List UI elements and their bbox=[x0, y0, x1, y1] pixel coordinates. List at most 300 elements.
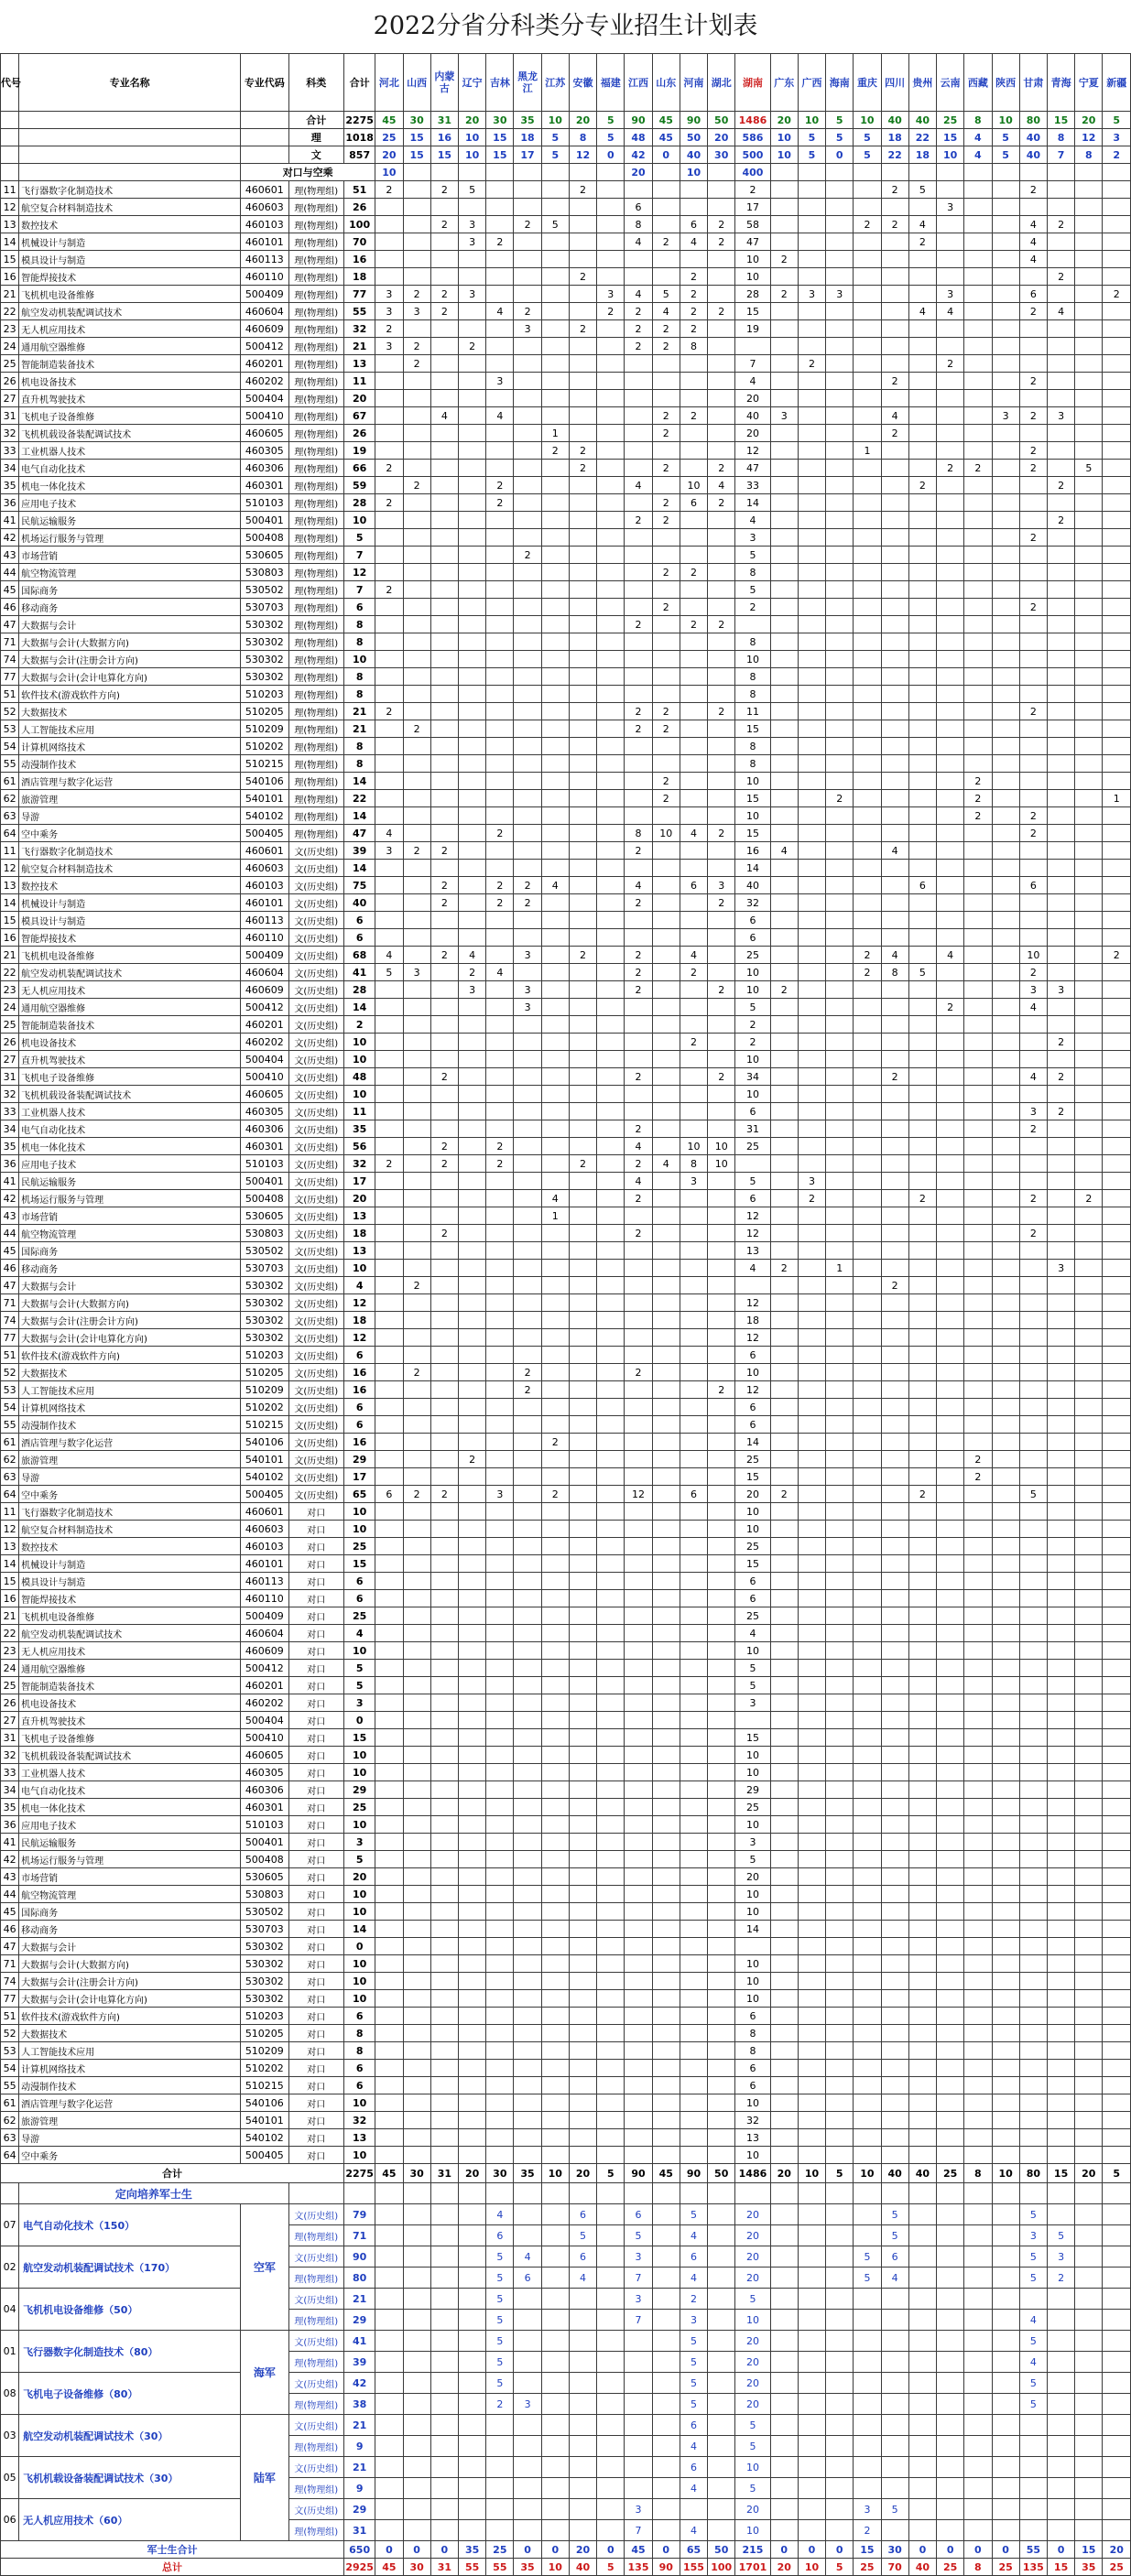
province-value: 4 bbox=[375, 825, 403, 842]
province-value bbox=[908, 1729, 936, 1747]
province-value bbox=[1047, 1120, 1074, 1138]
province-value bbox=[1075, 1781, 1103, 1799]
province-value bbox=[458, 2042, 485, 2060]
province-value bbox=[992, 390, 1019, 407]
major-name: 导游 bbox=[19, 807, 241, 825]
province-value bbox=[735, 1938, 770, 1955]
province-value bbox=[770, 1694, 798, 1712]
province-value bbox=[541, 1312, 569, 1329]
province-value bbox=[569, 894, 596, 912]
province-value bbox=[625, 581, 652, 599]
province-value bbox=[458, 1207, 485, 1225]
province-value bbox=[992, 1155, 1019, 1173]
subject-cell: 文(历史组) bbox=[288, 2499, 343, 2520]
province-value bbox=[854, 1503, 881, 1521]
province-value bbox=[541, 703, 569, 720]
province-value bbox=[937, 1086, 964, 1103]
province-value bbox=[680, 1381, 707, 1399]
province-value bbox=[1075, 1138, 1103, 1155]
province-value bbox=[680, 1973, 707, 1990]
province-value bbox=[652, 216, 680, 233]
table-row bbox=[1, 894, 1131, 912]
province-value bbox=[881, 1712, 908, 1729]
major-code: 510209 bbox=[241, 720, 288, 738]
province-value bbox=[854, 1242, 881, 1260]
province-value bbox=[964, 2246, 992, 2268]
province-value bbox=[430, 2025, 458, 2042]
province-value bbox=[908, 1886, 936, 1903]
province-value bbox=[625, 1555, 652, 1573]
province-value bbox=[1075, 1816, 1103, 1834]
province-value bbox=[569, 2499, 596, 2520]
province-value bbox=[770, 2183, 798, 2204]
province-value bbox=[652, 2331, 680, 2352]
province-value bbox=[826, 1973, 854, 1990]
major-code: 530605 bbox=[241, 1207, 288, 1225]
province-value bbox=[1047, 442, 1074, 460]
subject-cell: 文(历史组) bbox=[288, 964, 343, 981]
province-value bbox=[964, 1573, 992, 1590]
province-value bbox=[514, 1677, 541, 1694]
province-value bbox=[1047, 2478, 1074, 2499]
province-value bbox=[798, 2478, 825, 2499]
province-value bbox=[881, 199, 908, 216]
province-value bbox=[881, 912, 908, 929]
province-value: 3 bbox=[854, 2499, 881, 2520]
province-value bbox=[375, 2331, 403, 2352]
subject-cell: 文(历史组) bbox=[288, 1207, 343, 1225]
province-value bbox=[375, 894, 403, 912]
province-value bbox=[770, 633, 798, 651]
province-value bbox=[458, 355, 485, 373]
province-value bbox=[597, 964, 625, 981]
province-value bbox=[625, 1329, 652, 1347]
province-value bbox=[798, 651, 825, 668]
province-value bbox=[1103, 564, 1131, 581]
province-value bbox=[826, 2289, 854, 2310]
province-value bbox=[1103, 773, 1131, 790]
province-value bbox=[908, 1294, 936, 1312]
province-value bbox=[680, 2183, 707, 2204]
province-value bbox=[1019, 425, 1047, 442]
province-value: 5 bbox=[854, 2268, 881, 2289]
province-value bbox=[597, 1329, 625, 1347]
province-value bbox=[569, 2147, 596, 2164]
table-row bbox=[1, 2077, 1131, 2094]
province-value: 13 bbox=[735, 1242, 770, 1260]
province-value: 3 bbox=[1047, 407, 1074, 425]
province-value bbox=[514, 286, 541, 303]
province-value bbox=[708, 1555, 735, 1573]
province-value bbox=[625, 1538, 652, 1555]
province-value bbox=[1019, 512, 1047, 529]
province-value bbox=[514, 755, 541, 773]
province-value bbox=[430, 1990, 458, 2008]
province-value bbox=[458, 738, 485, 755]
province-value bbox=[908, 2042, 936, 2060]
province-value: 2 bbox=[625, 964, 652, 981]
province-value: 400 bbox=[735, 164, 770, 181]
code-cell: 12 bbox=[1, 199, 19, 216]
table-row bbox=[1, 1451, 1131, 1468]
subject-cell: 理(物理组) bbox=[288, 425, 343, 442]
province-value bbox=[881, 1886, 908, 1903]
province-value bbox=[992, 2499, 1019, 2520]
province-value: 4 bbox=[908, 303, 936, 320]
province-value bbox=[486, 1312, 514, 1329]
province-value bbox=[597, 564, 625, 581]
province-value bbox=[1103, 2352, 1131, 2373]
province-value bbox=[992, 1138, 1019, 1155]
major-code: 460603 bbox=[241, 860, 288, 877]
province-value bbox=[458, 2225, 485, 2246]
province-value bbox=[375, 1173, 403, 1190]
province-value: 10 bbox=[375, 164, 403, 181]
province-value bbox=[964, 1016, 992, 1034]
province-value bbox=[514, 1034, 541, 1051]
province-value bbox=[881, 2060, 908, 2077]
province-value: 31 bbox=[430, 112, 458, 129]
province-value bbox=[652, 1016, 680, 1034]
code-cell: 16 bbox=[1, 1590, 19, 1607]
province-value: 12 bbox=[735, 1329, 770, 1347]
province-value: 8 bbox=[625, 216, 652, 233]
province-value bbox=[854, 633, 881, 651]
province-value bbox=[964, 755, 992, 773]
province-value bbox=[770, 1851, 798, 1868]
table-row bbox=[1, 199, 1131, 216]
major-code: 460306 bbox=[241, 460, 288, 477]
province-value bbox=[541, 1625, 569, 1642]
province-value: 5 bbox=[826, 2559, 854, 2576]
province-value bbox=[569, 1955, 596, 1973]
province-value: 2 bbox=[798, 355, 825, 373]
row-total: 68 bbox=[344, 947, 375, 964]
subject-cell: 理(物理组) bbox=[288, 581, 343, 599]
province-value bbox=[1047, 1747, 1074, 1764]
major-name: 飞机机载设备装配调试技术 bbox=[19, 1086, 241, 1103]
province-value: 10 bbox=[735, 2147, 770, 2164]
province-value: 12 bbox=[569, 146, 596, 164]
province-value: 2 bbox=[680, 320, 707, 338]
province-value: 10 bbox=[735, 981, 770, 999]
province-value bbox=[708, 2289, 735, 2310]
province-value bbox=[964, 1642, 992, 1660]
province-value bbox=[458, 2268, 485, 2289]
province-value bbox=[1075, 825, 1103, 842]
province-value bbox=[597, 1347, 625, 1364]
province-value bbox=[798, 686, 825, 703]
province-value bbox=[708, 1277, 735, 1294]
province-value bbox=[625, 2025, 652, 2042]
province-value bbox=[1047, 1642, 1074, 1660]
province-value bbox=[458, 1364, 485, 1381]
province-value bbox=[1075, 1068, 1103, 1086]
province-value bbox=[375, 1764, 403, 1781]
province-value: 2 bbox=[680, 268, 707, 286]
province-value bbox=[430, 1607, 458, 1625]
code-cell: 52 bbox=[1, 2025, 19, 2042]
subject-cell: 理(物理组) bbox=[288, 251, 343, 268]
province-value bbox=[798, 2246, 825, 2268]
province-value bbox=[569, 825, 596, 842]
province-value bbox=[458, 2147, 485, 2164]
province-value bbox=[652, 529, 680, 547]
province-value bbox=[458, 2183, 485, 2204]
province-value bbox=[798, 1207, 825, 1225]
province-value bbox=[375, 2042, 403, 2060]
province-value: 31 bbox=[735, 1120, 770, 1138]
province-value bbox=[1075, 651, 1103, 668]
code-cell: 16 bbox=[1, 929, 19, 947]
province-value bbox=[597, 390, 625, 407]
code-cell: 05 bbox=[1, 2457, 19, 2499]
province-value bbox=[770, 1642, 798, 1660]
province-value bbox=[798, 2331, 825, 2352]
summary-label: 对口与空乘 bbox=[241, 164, 375, 181]
province-value bbox=[798, 999, 825, 1016]
major-code: 530302 bbox=[241, 1294, 288, 1312]
province-value bbox=[908, 894, 936, 912]
province-value bbox=[1103, 1538, 1131, 1555]
major-name: 飞机电子设备维修 bbox=[19, 1068, 241, 1086]
province-value bbox=[881, 2129, 908, 2147]
province-value bbox=[908, 773, 936, 790]
major-code: 540101 bbox=[241, 790, 288, 807]
province-value bbox=[798, 2008, 825, 2025]
province-value bbox=[854, 720, 881, 738]
province-value bbox=[430, 1347, 458, 1364]
code-cell bbox=[1, 2183, 19, 2204]
province-value bbox=[375, 807, 403, 825]
province-value bbox=[854, 320, 881, 338]
province-value bbox=[375, 860, 403, 877]
code-cell: 14 bbox=[1, 1555, 19, 1573]
code-cell: 32 bbox=[1, 1086, 19, 1103]
province-value bbox=[1019, 894, 1047, 912]
province-value bbox=[854, 1764, 881, 1781]
province-value bbox=[992, 1364, 1019, 1381]
province-value bbox=[708, 1921, 735, 1938]
province-value bbox=[430, 1764, 458, 1781]
province-value bbox=[1075, 355, 1103, 373]
province-value bbox=[826, 1381, 854, 1399]
province-value bbox=[1075, 233, 1103, 251]
province-value bbox=[1103, 633, 1131, 651]
province-value bbox=[597, 2147, 625, 2164]
province-value: 2 bbox=[708, 981, 735, 999]
province-value: 4 bbox=[430, 407, 458, 425]
province-value: 20 bbox=[569, 2164, 596, 2183]
province-value bbox=[937, 1747, 964, 1764]
province-value: 1 bbox=[826, 1260, 854, 1277]
table-row bbox=[1, 512, 1131, 529]
province-value bbox=[1019, 651, 1047, 668]
province-value bbox=[680, 1677, 707, 1694]
province-value: 2 bbox=[486, 233, 514, 251]
province-value bbox=[937, 2310, 964, 2331]
province-value: 10 bbox=[770, 129, 798, 146]
province-value bbox=[1103, 1294, 1131, 1312]
province-value bbox=[854, 233, 881, 251]
province-value bbox=[430, 581, 458, 599]
province-value bbox=[854, 825, 881, 842]
province-value bbox=[430, 1086, 458, 1103]
province-value: 5 bbox=[735, 2415, 770, 2436]
province-value: 3 bbox=[486, 373, 514, 390]
major-code: 510215 bbox=[241, 755, 288, 773]
province-value bbox=[514, 1173, 541, 1190]
subject-cell: 对口 bbox=[288, 2077, 343, 2094]
province-value bbox=[881, 668, 908, 686]
province-value bbox=[541, 2183, 569, 2204]
province-value bbox=[770, 773, 798, 790]
province-value bbox=[1075, 199, 1103, 216]
province-value: 2 bbox=[430, 1486, 458, 1503]
province-value bbox=[680, 1799, 707, 1816]
province-value bbox=[375, 2112, 403, 2129]
province-value bbox=[403, 1381, 430, 1399]
province-value: 2 bbox=[569, 320, 596, 338]
province-value bbox=[708, 773, 735, 790]
province-value bbox=[854, 1068, 881, 1086]
province-value bbox=[597, 1190, 625, 1207]
province-value bbox=[1103, 1329, 1131, 1347]
header-province: 重庆 bbox=[854, 54, 881, 112]
province-value bbox=[652, 2008, 680, 2025]
province-value bbox=[541, 755, 569, 773]
province-value bbox=[770, 720, 798, 738]
province-value bbox=[652, 1747, 680, 1764]
province-value bbox=[430, 2246, 458, 2268]
province-value bbox=[770, 668, 798, 686]
province-value bbox=[881, 1799, 908, 1816]
province-value bbox=[992, 1416, 1019, 1434]
province-value bbox=[652, 2415, 680, 2436]
province-value bbox=[708, 738, 735, 755]
province-value bbox=[770, 1277, 798, 1294]
province-value bbox=[1019, 1468, 1047, 1486]
province-value bbox=[597, 1747, 625, 1764]
province-value bbox=[375, 599, 403, 616]
province-value bbox=[937, 842, 964, 860]
province-value bbox=[541, 1590, 569, 1607]
table-body bbox=[1, 112, 1131, 2576]
province-value: 2 bbox=[486, 477, 514, 494]
province-value bbox=[798, 1694, 825, 1712]
province-value bbox=[770, 1607, 798, 1625]
code-cell: 21 bbox=[1, 286, 19, 303]
province-value bbox=[541, 2415, 569, 2436]
subject-cell: 文(历史组) bbox=[288, 1416, 343, 1434]
province-value bbox=[430, 1694, 458, 1712]
header-row bbox=[1, 54, 1131, 112]
province-value bbox=[770, 1381, 798, 1399]
province-value bbox=[541, 355, 569, 373]
province-value bbox=[854, 2112, 881, 2129]
province-value bbox=[680, 2025, 707, 2042]
province-value bbox=[541, 2060, 569, 2077]
province-value bbox=[798, 1799, 825, 1816]
province-value bbox=[826, 929, 854, 947]
province-value bbox=[1019, 494, 1047, 512]
major-name: 应用电子技术 bbox=[19, 494, 241, 512]
row-total: 6 bbox=[344, 2008, 375, 2025]
province-value bbox=[992, 755, 1019, 773]
code-cell: 46 bbox=[1, 1260, 19, 1277]
province-value bbox=[770, 355, 798, 373]
province-value bbox=[1103, 1851, 1131, 1868]
province-value: 20 bbox=[735, 2352, 770, 2373]
province-value: 4 bbox=[625, 1138, 652, 1155]
province-value bbox=[992, 1277, 1019, 1294]
province-value bbox=[770, 2478, 798, 2499]
province-value bbox=[430, 720, 458, 738]
province-value bbox=[458, 2112, 485, 2129]
province-value bbox=[514, 1590, 541, 1607]
province-value bbox=[992, 1329, 1019, 1347]
major-code: 540101 bbox=[241, 1451, 288, 1468]
province-value bbox=[541, 2394, 569, 2415]
province-value bbox=[1075, 1973, 1103, 1990]
province-value bbox=[1103, 2310, 1131, 2331]
table-row bbox=[1, 964, 1131, 981]
row-total: 5 bbox=[344, 1660, 375, 1677]
province-value bbox=[992, 581, 1019, 599]
province-value bbox=[937, 2060, 964, 2077]
province-value bbox=[1019, 1607, 1047, 1625]
table-row bbox=[1, 1851, 1131, 1868]
province-value bbox=[992, 1973, 1019, 1990]
province-value bbox=[854, 2025, 881, 2042]
province-value bbox=[541, 929, 569, 947]
table-row bbox=[1, 1590, 1131, 1607]
table-row bbox=[1, 1503, 1131, 1521]
province-value bbox=[597, 2094, 625, 2112]
province-value: 6 bbox=[908, 877, 936, 894]
province-value: 2 bbox=[597, 303, 625, 320]
province-value bbox=[964, 1381, 992, 1399]
province-value: 3 bbox=[1047, 981, 1074, 999]
code-cell: 31 bbox=[1, 1068, 19, 1086]
major-name: 大数据技术 bbox=[19, 703, 241, 720]
province-value bbox=[514, 2060, 541, 2077]
province-value bbox=[854, 355, 881, 373]
province-value bbox=[826, 894, 854, 912]
province-value bbox=[1047, 164, 1074, 181]
province-value bbox=[1047, 1242, 1074, 1260]
province-value bbox=[992, 1486, 1019, 1503]
province-value: 3 bbox=[625, 2246, 652, 2268]
major-name: 空中乘务 bbox=[19, 825, 241, 842]
province-value bbox=[770, 947, 798, 964]
province-value: 4 bbox=[625, 1173, 652, 1190]
province-value bbox=[798, 1486, 825, 1503]
province-value: 10 bbox=[854, 112, 881, 129]
province-value bbox=[486, 581, 514, 599]
province-value bbox=[992, 999, 1019, 1016]
province-value bbox=[1047, 1955, 1074, 1973]
province-value bbox=[708, 1834, 735, 1851]
major-name: 飞机机电设备维修 bbox=[19, 1607, 241, 1625]
code-cell: 55 bbox=[1, 755, 19, 773]
province-value bbox=[1075, 477, 1103, 494]
province-value bbox=[1075, 842, 1103, 860]
subject-cell: 文(历史组) bbox=[288, 1173, 343, 1190]
province-value bbox=[964, 303, 992, 320]
province-value bbox=[798, 2094, 825, 2112]
subject-cell: 文(历史组) bbox=[288, 2331, 343, 2352]
